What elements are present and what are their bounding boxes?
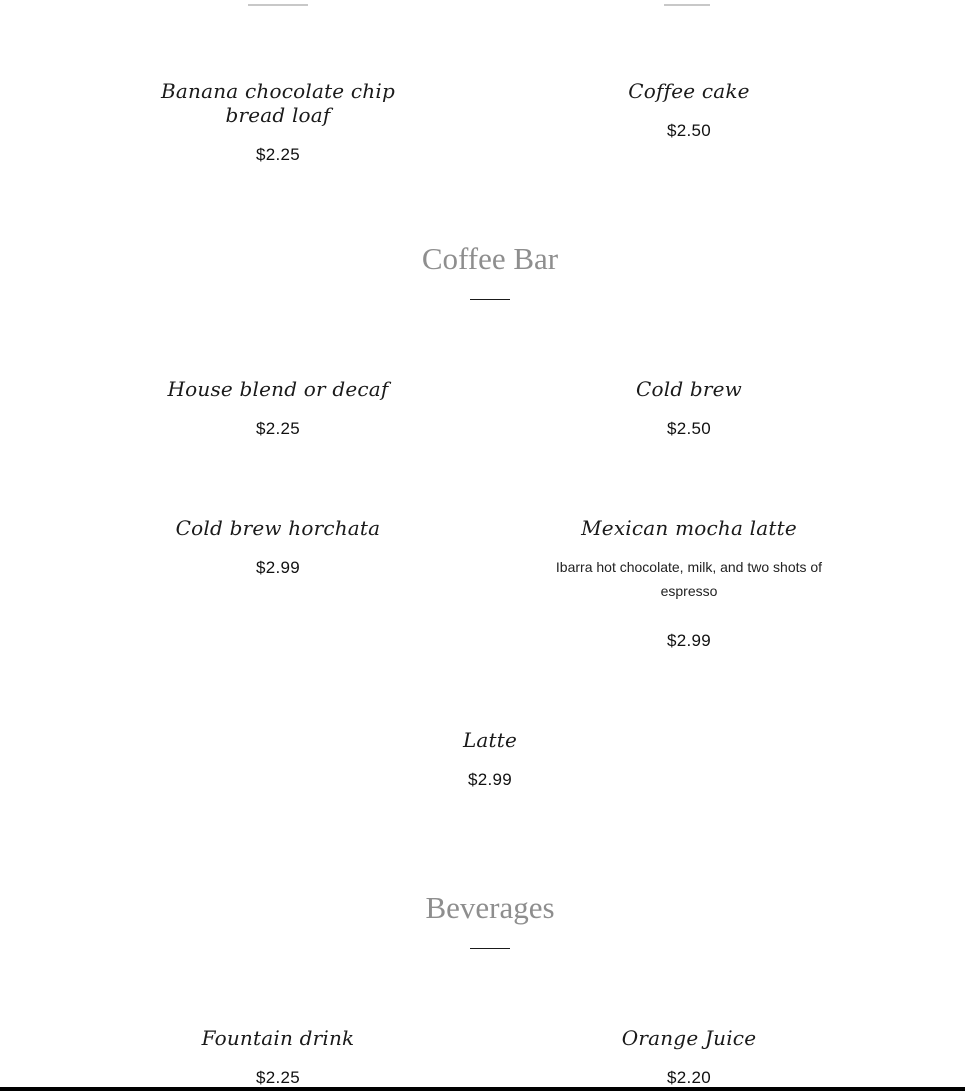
menu-item-description: Ibarra hot chocolate, milk, and two shots of espresso xyxy=(555,559,823,599)
menu-item xyxy=(539,79,839,142)
menu-item-price: $2.50 xyxy=(666,121,712,140)
section-title-coffee-bar: Coffee Bar xyxy=(421,241,559,276)
menu-item xyxy=(128,79,428,166)
menu-item-price: $2.25 xyxy=(255,145,301,164)
menu-item xyxy=(539,516,839,652)
menu-item-name: Fountain drink xyxy=(201,1026,355,1050)
menu-item xyxy=(539,377,839,440)
menu-item-name: Cold brew horchata xyxy=(175,516,381,540)
menu-item-name: Coffee cake xyxy=(628,79,750,103)
bottom-edge-bar xyxy=(0,1087,965,1091)
menu-item-price: $2.25 xyxy=(255,1068,301,1087)
menu-item xyxy=(128,516,428,579)
menu-item-price: $2.99 xyxy=(467,770,513,789)
menu-item-price: $2.50 xyxy=(666,419,712,438)
menu-item-name: Banana chocolate chip bread loaf xyxy=(161,79,395,127)
menu-item-name: House blend or decaf xyxy=(167,377,389,401)
menu-item-name: Mexican mocha latte xyxy=(581,516,797,540)
menu-item-price: $2.99 xyxy=(666,631,712,650)
menu-item xyxy=(128,377,428,440)
menu-item-name: Orange Juice xyxy=(621,1026,757,1050)
section-title-beverages: Beverages xyxy=(425,890,555,925)
menu-item xyxy=(340,728,640,791)
menu-item-price: $2.25 xyxy=(255,419,301,438)
menu-item-name: Cold brew xyxy=(635,377,743,401)
cut-off-price-right xyxy=(664,0,710,6)
menu-item-name: Latte xyxy=(462,728,518,752)
cut-off-price-left xyxy=(248,0,308,6)
section-divider xyxy=(470,948,510,949)
menu-item-price: $2.99 xyxy=(255,558,301,577)
menu-item xyxy=(539,1026,839,1087)
menu-item xyxy=(128,1026,428,1087)
menu-item-price: $2.20 xyxy=(666,1068,712,1087)
section-divider xyxy=(470,299,510,300)
